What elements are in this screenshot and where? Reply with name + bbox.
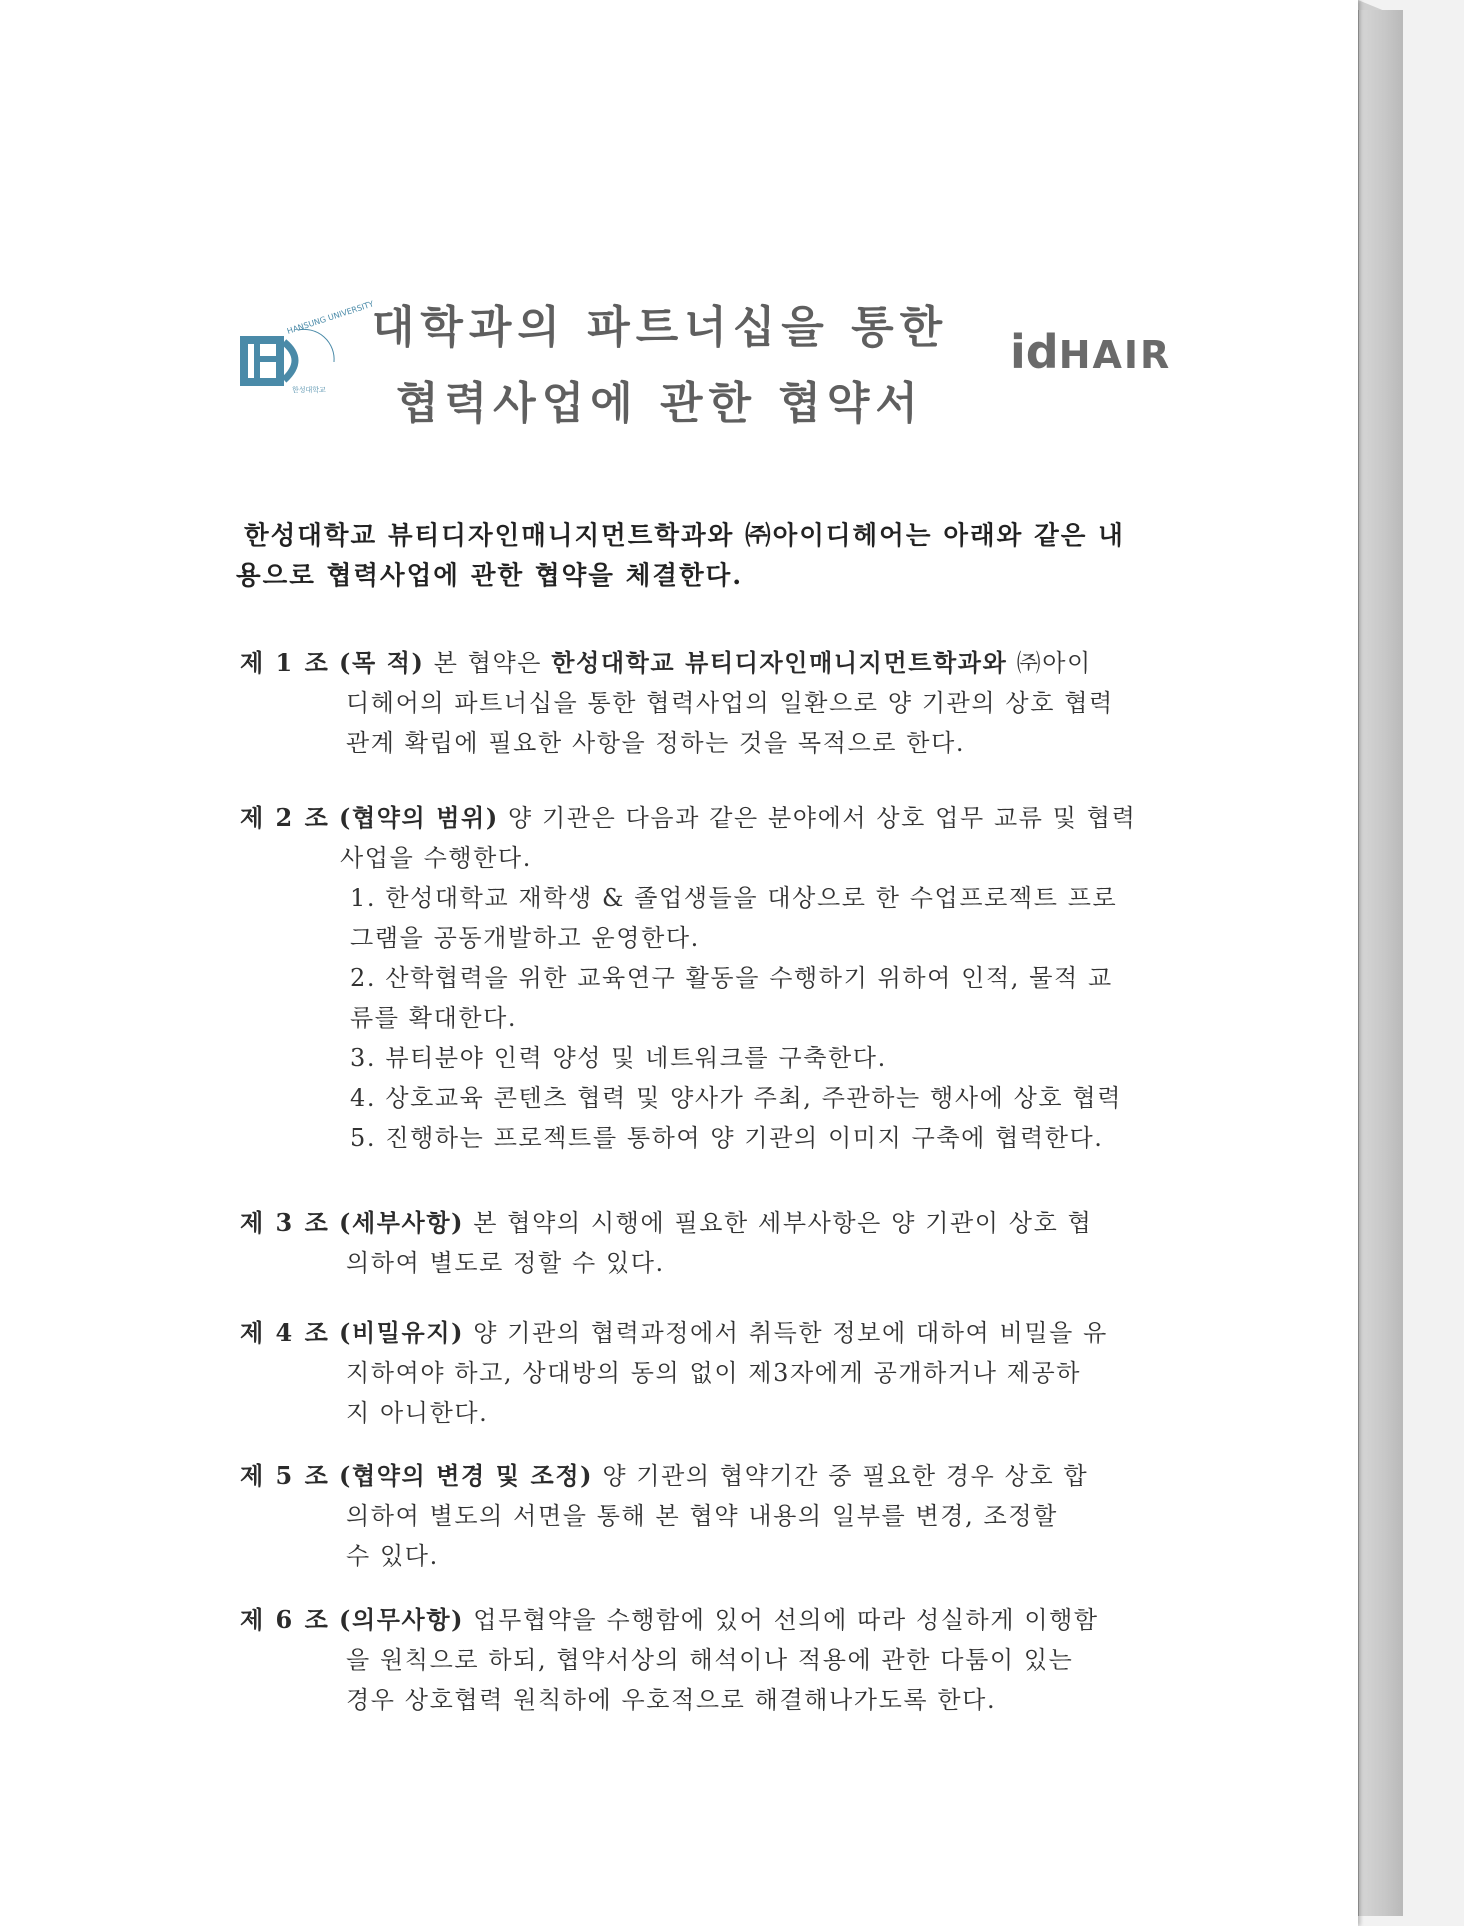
article-number: 제 1 조 [240, 648, 330, 677]
article-text: 업무협약을 수행함에 있어 선의에 따라 성실하게 이행함 [473, 1606, 1099, 1634]
list-item: 5. 진행하는 프로젝트를 통하여 양 기관의 이미지 구축에 협력한다. [350, 1124, 1104, 1152]
article-text: 양 기관은 다음과 같은 분야에서 상호 업무 교류 및 협력 [508, 804, 1137, 832]
article-title: (비밀유지) [339, 1318, 465, 1347]
idhair-logo [1010, 325, 1171, 379]
article-text: 양 기관의 협력과정에서 취득한 정보에 대하여 비밀을 유 [473, 1319, 1108, 1347]
intro-paragraph [236, 516, 1146, 596]
list-item: 4. 상호교육 콘텐츠 협력 및 양사가 주최, 주관하는 행사에 상호 협력 [350, 1084, 1122, 1112]
article-number: 제 6 조 [240, 1605, 330, 1634]
document-title [360, 290, 960, 442]
page-stack-edge [1358, 10, 1403, 1916]
article-4 [240, 1313, 1140, 1433]
article-line: 디헤어의 파트너십을 통한 협력사업의 일환으로 양 기관의 상호 협력 [346, 689, 1114, 717]
article-line: 사업을 수행한다. [340, 844, 532, 872]
article-6 [240, 1600, 1140, 1720]
article-line: 수 있다. [346, 1542, 439, 1570]
article-2 [240, 798, 1140, 1158]
article-line: 지 아니한다. [346, 1399, 489, 1427]
scope-list [240, 878, 1140, 1158]
logo-english-text: HANSUNG UNIVERSITY [285, 299, 375, 336]
article-text: 양 기관의 협약기간 중 필요한 경우 상호 합 [602, 1462, 1089, 1490]
list-item-continued: 류를 확대한다. [350, 1004, 518, 1032]
article-number: 제 4 조 [240, 1318, 330, 1347]
title-line-2: 협력사업에 관한 협약서 [396, 378, 924, 429]
article-title: (협약의 범위) [339, 803, 499, 832]
article-line: 의하여 별도로 정할 수 있다. [346, 1249, 665, 1277]
article-title: (목 적) [339, 648, 425, 677]
logo-hair-text: HAIR [1058, 333, 1172, 377]
list-item-continued: 그램을 공동개발하고 운영한다. [350, 924, 700, 952]
article-line: 을 원칙으로 하되, 협약서상의 해석이나 적용에 관한 다툼이 있는 [346, 1646, 1074, 1674]
article-text: ㈜아이 [1016, 649, 1092, 677]
article-3 [240, 1203, 1140, 1283]
article-1 [240, 643, 1140, 763]
article-text-bold: 한성대학교 뷰티디자인매니지먼트학과와 [551, 648, 1008, 677]
logo-korean-text: 한성대학교 [292, 386, 326, 394]
article-text: 본 협약은 [433, 649, 543, 677]
intro-line-2: 용으로 협력사업에 관한 협약을 체결한다. [236, 561, 744, 591]
article-line: 경우 상호협력 원칙하에 우호적으로 해결해나가도록 한다. [346, 1686, 997, 1714]
logo-id-text: id [1010, 325, 1059, 379]
list-item: 3. 뷰티분야 인력 양성 및 네트워크를 구축한다. [350, 1044, 887, 1072]
hansung-university-logo [236, 299, 375, 394]
article-number: 제 3 조 [240, 1208, 330, 1237]
list-item: 1. 한성대학교 재학생 & 졸업생들을 대상으로 한 수업프로젝트 프로 [350, 884, 1118, 912]
article-line: 관계 확립에 필요한 사항을 정하는 것을 목적으로 한다. [346, 729, 966, 757]
article-5 [240, 1456, 1140, 1576]
title-line-1: 대학과의 파트너십을 통한 [371, 302, 949, 353]
article-title: (협약의 변경 및 조정) [339, 1461, 594, 1490]
list-item: 2. 산학협력을 위한 교육연구 활동을 수행하기 위하여 인적, 물적 교 [350, 964, 1113, 992]
article-line: 지하여야 하고, 상대방의 동의 없이 제3자에게 공개하거나 제공하 [346, 1359, 1082, 1387]
article-title: (의무사항) [339, 1605, 465, 1634]
article-title: (세부사항) [339, 1208, 465, 1237]
article-number: 제 5 조 [240, 1461, 330, 1490]
article-line: 의하여 별도의 서면을 통해 본 협약 내용의 일부를 변경, 조정할 [346, 1502, 1058, 1530]
article-number: 제 2 조 [240, 803, 330, 832]
intro-line-1: 한성대학교 뷰티디자인매니지먼트학과와 ㈜아이디헤어는 아래와 같은 내 [244, 521, 1125, 551]
article-text: 본 협약의 시행에 필요한 세부사항은 양 기관이 상호 협 [473, 1209, 1093, 1237]
